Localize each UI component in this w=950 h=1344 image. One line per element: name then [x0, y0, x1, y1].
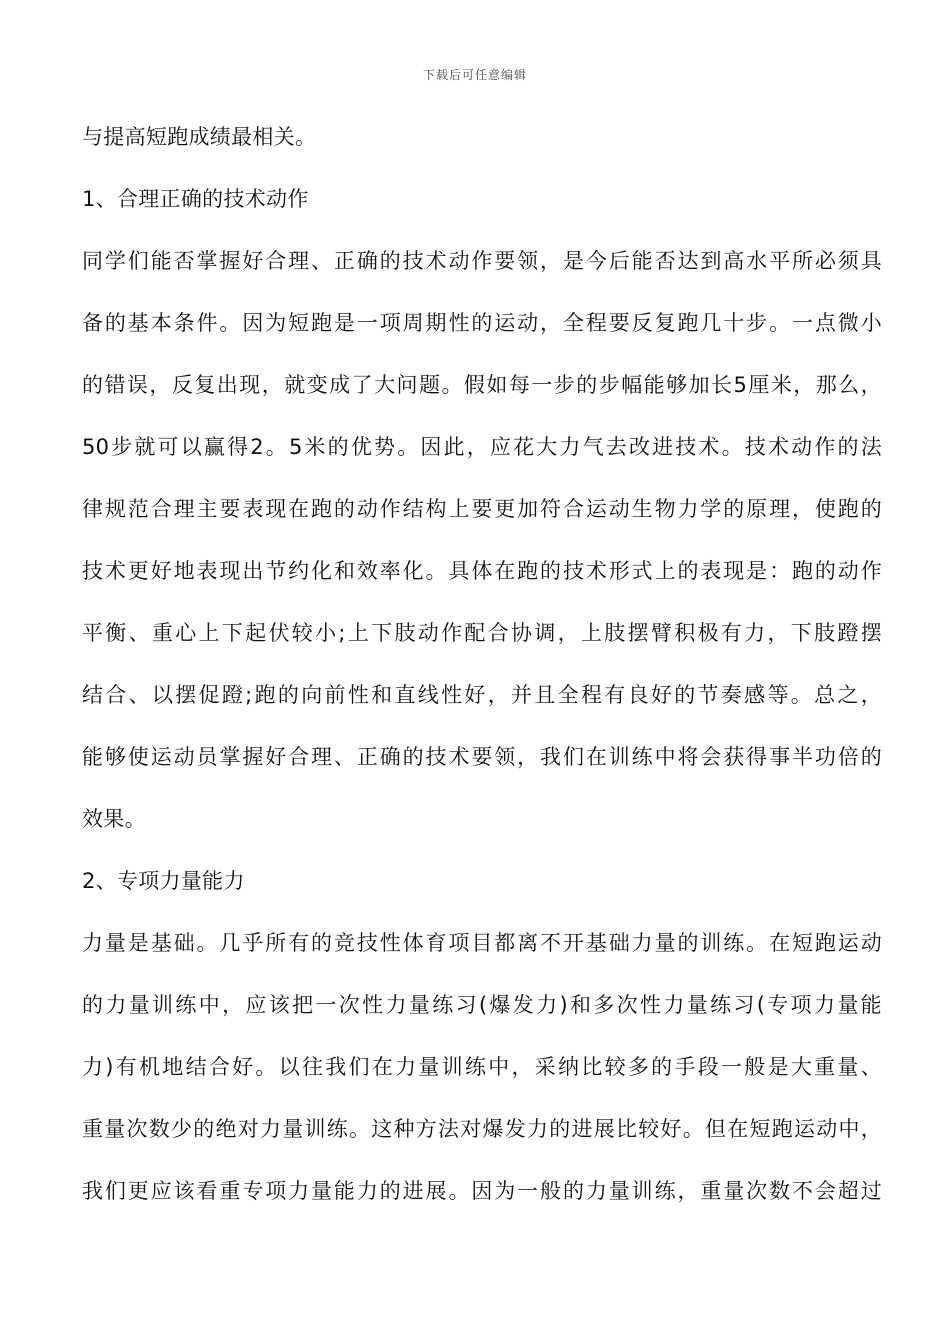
text-line: 结合、以摆促蹬;跑的向前性和直线性好，并且全程有良好的节奏感等。总之， — [82, 683, 882, 707]
text-line: 的力量训练中，应该把一次性力量练习(爆发力)和多次性力量练习(专项力量能 — [82, 993, 882, 1017]
section-heading: 2、专项力量能力 — [82, 869, 245, 893]
text-line: 我们更应该看重专项力量能力的进展。因为一般的力量训练，重量次数不会超过 — [82, 1179, 882, 1203]
text-line: 同学们能否掌握好合理、正确的技术动作要领，是今后能否达到高水平所必须具 — [82, 249, 882, 273]
text-line: 平衡、重心上下起伏较小;上下肢动作配合协调，上肢摆臂积极有力，下肢蹬摆 — [82, 621, 882, 645]
text-line: 备的基本条件。因为短跑是一项周期性的运动，全程要反复跑几十步。一点微小 — [82, 311, 882, 335]
page-header: 下载后可任意编辑 — [422, 68, 527, 82]
text-line: 力)有机地结合好。以往我们在力量训练中，采纳比较多的手段一般是大重量、 — [82, 1055, 882, 1079]
text-line: 技术更好地表现出节约化和效率化。具体在跑的技术形式上的表现是：跑的动作 — [82, 559, 882, 583]
text-line: 能够使运动员掌握好合理、正确的技术要领，我们在训练中将会获得事半功倍的 — [82, 745, 882, 769]
text-line: 力量是基础。几乎所有的竞技性体育项目都离不开基础力量的训练。在短跑运动 — [82, 931, 882, 955]
text-line: 律规范合理主要表现在跑的动作结构上要更加符合运动生物力学的原理，使跑的 — [82, 497, 882, 521]
text-line: 50步就可以赢得2。5米的优势。因此，应花大力气去改进技术。技术动作的法 — [82, 435, 882, 459]
text-line: 与提高短跑成绩最相关。 — [82, 125, 317, 149]
text-line: 的错误，反复出现，就变成了大问题。假如每一步的步幅能够加长5厘米，那么， — [82, 373, 882, 397]
text-line: 效果。 — [82, 807, 146, 831]
body-text — [82, 116, 882, 1232]
text-line: 重量次数少的绝对力量训练。这种方法对爆发力的进展比较好。但在短跑运动中， — [82, 1117, 882, 1141]
section-heading: 1、合理正确的技术动作 — [82, 187, 309, 211]
